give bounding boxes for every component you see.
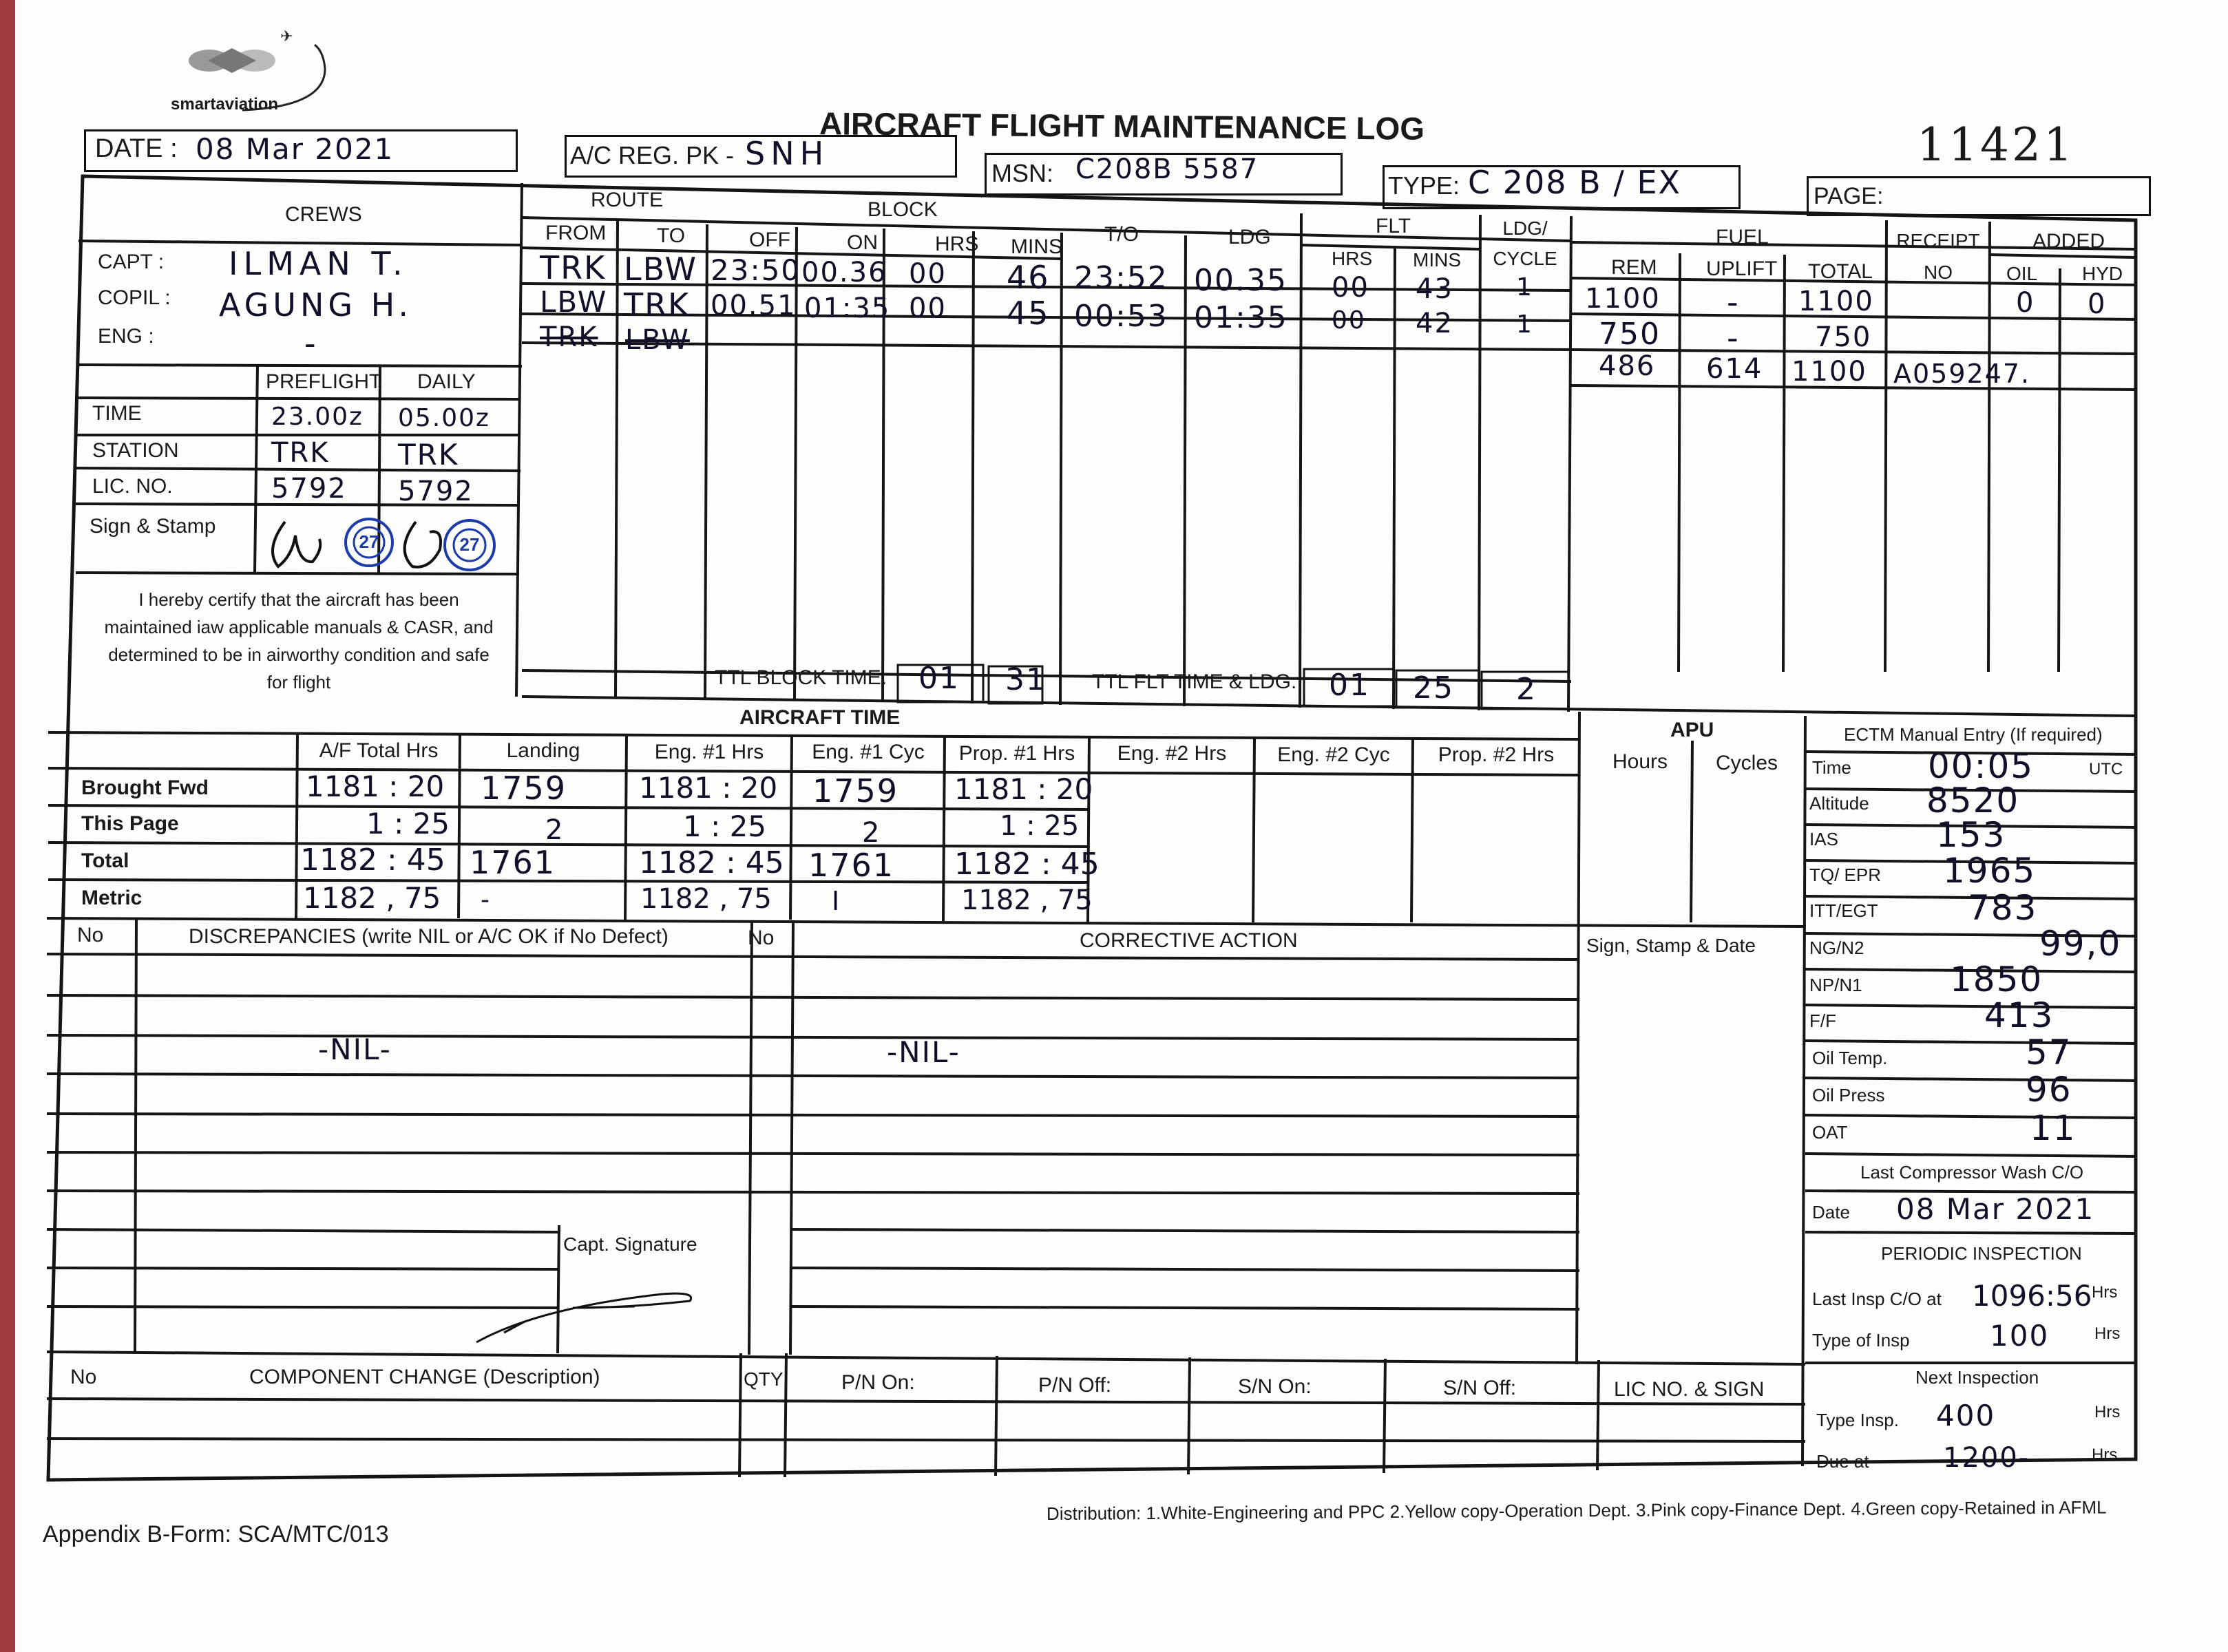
fuel-total-header: TOTAL (1808, 260, 1873, 283)
copil-value: AGUNG H. (219, 286, 413, 324)
next-type-label: Type Insp. (1816, 1410, 1899, 1430)
sn-on-header: S/N On: (1238, 1375, 1312, 1398)
copil-label: COPIL : (98, 286, 171, 309)
ac-time-col: A/F Total Hrs (319, 739, 439, 762)
af-total-hrs: 1182 : 45 (300, 843, 445, 878)
af-total-hrs: 1 : 25 (366, 807, 450, 840)
ldg-cycle-header: CYCLE (1493, 248, 1557, 269)
ac-row-label: Metric (81, 887, 143, 909)
form-title: AIRCRAFT FLIGHT MAINTENANCE LOG (819, 105, 1425, 147)
flight-from: LBW (540, 285, 608, 319)
reg-label: A/C REG. PK - (570, 141, 735, 169)
ectm-itt-value: 783 (1968, 888, 2038, 928)
flight-off: 23:50 (711, 253, 801, 287)
landing: 1761 (470, 844, 556, 881)
eng1-cyc: I (832, 886, 841, 916)
flight-on: 01:35 (804, 293, 891, 324)
lic-daily: 5792 (398, 476, 474, 507)
eng-label: ENG : (98, 325, 154, 348)
added-header: ADDED (2032, 230, 2105, 253)
ttl-flt-label: TTL FLT TIME & LDG: (1092, 670, 1297, 693)
fuel-total: 1100 (1798, 286, 1874, 317)
off-header: OFF (749, 229, 790, 251)
af-total-hrs: 1182 , 75 (303, 881, 441, 915)
flight-flt-mins: 42 (1416, 308, 1453, 339)
flight-flt-mins: 43 (1416, 273, 1453, 305)
oil-added: 0 (2016, 287, 2035, 319)
ectm-oilpress-label: Oil Press (1812, 1085, 1885, 1105)
comp-title: COMPONENT CHANGE (Description) (249, 1366, 600, 1388)
comp-no-header: No (70, 1366, 97, 1388)
ac-row-label: Total (81, 849, 129, 872)
ectm-oiltemp-label: Oil Temp. (1812, 1048, 1888, 1068)
disc-no-header: No (77, 924, 104, 946)
flight-from: TRK (540, 321, 598, 353)
eng1-cyc: 1759 (812, 772, 899, 809)
time-daily: 05.00z (398, 404, 490, 432)
ac-time-col: Prop. #1 Hrs (958, 742, 1075, 765)
flight-to: LBW (625, 324, 690, 356)
station-preflight: TRK (271, 437, 330, 469)
ttl-flt-mins: 25 (1413, 670, 1454, 706)
date-value: 08 Mar 2021 (196, 132, 395, 166)
flight-flt-hrs: 00 (1332, 306, 1366, 335)
hrs-unit: Hrs (2092, 1283, 2118, 1302)
hrs-unit: Hrs (2092, 1446, 2118, 1464)
msn-value: C208B 5587 (1075, 153, 1259, 185)
flt-header: FLT (1376, 215, 1411, 237)
ectm-time-label: Time (1812, 757, 1851, 778)
hrs-header: HRS (935, 233, 979, 255)
landing: - (481, 886, 491, 914)
flight-mins: 45 (1007, 295, 1050, 332)
flight-takeoff: 00:53 (1074, 299, 1168, 334)
to-time-header: T/O (1104, 223, 1139, 246)
capt-sig-label: Capt. Signature (563, 1233, 697, 1255)
ectm-np-label: NP/N1 (1809, 975, 1862, 995)
flight-cycle: 1 (1516, 273, 1533, 301)
flight-on: 00.36 (801, 257, 887, 288)
corr-value: -NIL- (887, 1035, 960, 1069)
ectm-altitude-label: Altitude (1809, 793, 1869, 814)
last-insp-label: Last Insp C/O at (1812, 1289, 1942, 1309)
apu-hours: Hours (1612, 750, 1668, 773)
flight-landing: 00.35 (1194, 263, 1288, 298)
last-insp-value: 1096:56 (1972, 1279, 2092, 1313)
station-daily: TRK (398, 438, 459, 472)
distribution-note: Distribution: 1.White-Engineering and PPC 2.Yellow copy-Operation Dept. 3.Pink copy-Finance Dept. 4.Green copy-Retained in AFML (1046, 1496, 2107, 1524)
compressor-date: 08 Mar 2021 (1896, 1192, 2095, 1226)
oil-header: OIL (2006, 263, 2038, 284)
ectm-time-unit: UTC (2089, 760, 2123, 779)
ldg-header: LDG (1228, 226, 1271, 248)
due-label: Due at (1816, 1451, 1869, 1472)
flight-from: TRK (540, 249, 607, 286)
fuel-total: 750 (1815, 321, 1872, 353)
type-value: C 208 B / EX (1468, 164, 1682, 201)
compressor-title: Last Compressor Wash C/O (1860, 1162, 2084, 1183)
ectm-oat-label: OAT (1812, 1122, 1848, 1143)
flight-cycle: 1 (1516, 310, 1533, 339)
capt-label: CAPT : (98, 251, 165, 273)
certify-line: determined to be in airworthy condition and safe (108, 644, 490, 665)
lic-sign-header: LIC NO. & SIGN (1614, 1378, 1765, 1401)
due-value: 1200- (1943, 1442, 2030, 1474)
flight-takeoff: 23:52 (1074, 260, 1168, 295)
certify-line: maintained iaw applicable manuals & CASR, and (104, 617, 494, 637)
daily-label: DAILY (417, 370, 476, 393)
ac-row-label: Brought Fwd (81, 776, 209, 799)
next-insp-title: Next Inspection (1915, 1367, 2039, 1388)
fuel-rem-header: REM (1611, 256, 1657, 279)
eng1-hrs: 1182 : 45 (639, 845, 784, 880)
flight-landing: 01:35 (1194, 300, 1288, 335)
crews-title: CREWS (285, 203, 362, 226)
station-label: STATION (92, 439, 179, 462)
time-preflight: 23.00z (271, 403, 364, 431)
ac-time-col: Eng. #2 Hrs (1117, 742, 1227, 765)
preflight-label: PREFLIGHT (266, 370, 382, 393)
capt-value: ILMAN T. (229, 245, 408, 282)
time-label: TIME (92, 402, 142, 425)
block-header: BLOCK (868, 198, 938, 221)
maintenance-log-form (15, 0, 2228, 1652)
fuel-receipt: A059247. (1893, 359, 2031, 389)
insp-type-label: Type of Insp (1812, 1330, 1910, 1351)
sign-stamp-date-header: Sign, Stamp & Date (1586, 935, 1756, 956)
flt-hrs-header: HRS (1332, 248, 1373, 269)
ectm-ias-value: 153 (1936, 815, 2006, 855)
landing: 2 (545, 814, 565, 846)
ttl-block-label: TTL BLOCK TIME: (715, 666, 887, 689)
ectm-oilpress-value: 96 (2026, 1070, 2072, 1110)
msn-label: MSN: (991, 159, 1053, 187)
mins-header: MINS (1011, 235, 1062, 258)
handwritten-signature-icon (456, 1267, 745, 1349)
flt-mins-header: MINS (1413, 249, 1461, 271)
ac-time-col: Eng. #1 Hrs (654, 741, 764, 763)
hrs-unit: Hrs (2094, 1324, 2121, 1343)
fuel-rem: 750 (1599, 317, 1661, 352)
type-label: TYPE: (1388, 171, 1460, 200)
flight-flt-hrs: 00 (1332, 272, 1369, 304)
fuel-uplift: - (1727, 284, 1740, 321)
fuel-uplift-header: UPLIFT (1706, 257, 1778, 280)
flight-off: 00.51 (711, 290, 797, 321)
to-header: TO (657, 224, 686, 247)
reg-value: SNH (745, 135, 830, 172)
prop1-hrs: 1 : 25 (1000, 810, 1080, 842)
lic-label: LIC. NO. (92, 475, 173, 498)
stamp-number: 27 (359, 531, 379, 552)
svg-text:✈: ✈ (280, 28, 293, 45)
eng1-hrs: 1 : 25 (683, 809, 767, 843)
insp-type-value: 100 (1990, 1319, 2050, 1353)
flight-hrs: 00 (909, 258, 947, 290)
disc-title: DISCREPANCIES (write NIL or A/C OK if No Defect) (189, 925, 669, 948)
flight-mins: 46 (1007, 259, 1050, 296)
lic-preflight: 5792 (271, 473, 347, 505)
ac-time-col: Landing (506, 739, 580, 762)
date-label: DATE : (95, 134, 178, 163)
from-header: FROM (545, 222, 607, 244)
ac-time-col: Eng. #2 Cyc (1277, 743, 1390, 766)
af-total-hrs: 1181 : 20 (306, 770, 445, 803)
ectm-ias-label: IAS (1809, 829, 1838, 849)
receipt-header: RECEIPT (1896, 230, 1980, 251)
next-type-value: 400 (1936, 1399, 1996, 1432)
receipt-header: NO (1924, 262, 1953, 283)
flight-to: TRK (624, 286, 691, 324)
ectm-oat-value: 11 (2030, 1108, 2077, 1148)
pn-off-header: P/N Off: (1038, 1374, 1112, 1397)
certify-line: I hereby certify that the aircraft has been (138, 589, 459, 610)
ttl-flt-hrs: 01 (1329, 668, 1370, 703)
corr-title: CORRECTIVE ACTION (1080, 929, 1298, 952)
qty-header: QTY (744, 1368, 784, 1390)
sign-stamp-label: Sign & Stamp (90, 515, 216, 538)
ectm-tq-label: TQ/ EPR (1809, 865, 1882, 885)
corr-no-header: No (748, 926, 775, 949)
ac-row-label: This Page (81, 812, 179, 835)
flight-hrs: 00 (909, 293, 947, 324)
eng1-cyc: 2 (862, 817, 881, 849)
ectm-ng-value: 99,0 (2039, 924, 2122, 964)
apu-title: APU (1670, 719, 1714, 741)
ldg-cycle-header: LDG/ (1502, 218, 1548, 239)
hrs-unit: Hrs (2094, 1403, 2121, 1421)
fuel-total: 1100 (1791, 356, 1867, 388)
ectm-oiltemp-value: 57 (2026, 1032, 2072, 1072)
on-header: ON (847, 231, 878, 254)
eng1-hrs: 1182 , 75 (640, 883, 772, 915)
periodic-title: PERIODIC INSPECTION (1881, 1243, 2082, 1264)
ac-time-col: Eng. #1 Cyc (812, 741, 925, 763)
form-number: Appendix B-Form: SCA/MTC/013 (43, 1521, 389, 1547)
ectm-altitude-value: 8520 (1926, 781, 2020, 820)
landing: 1759 (481, 770, 567, 807)
page-label: PAGE: (1814, 183, 1884, 209)
apu-cycles: Cycles (1716, 752, 1778, 774)
ac-time-col: Prop. #2 Hrs (1438, 743, 1555, 766)
prop1-hrs: 1182 , 75 (961, 885, 1093, 916)
ttl-block-hrs: 01 (918, 661, 960, 696)
fuel-uplift: 614 (1706, 353, 1763, 385)
eng1-hrs: 1181 : 20 (639, 771, 778, 805)
disc-value: -NIL- (318, 1032, 392, 1066)
flight-to: LBW (624, 251, 698, 288)
ttl-block-mins: 31 (1005, 662, 1047, 697)
route-header: ROUTE (591, 189, 663, 211)
crew-signatures (258, 501, 519, 577)
aircraft-time-title: AIRCRAFT TIME (739, 706, 901, 729)
ectm-itt-label: ITT/EGT (1809, 900, 1878, 921)
ectm-tq-value: 1965 (1943, 851, 2037, 891)
fuel-uplift: - (1727, 319, 1740, 357)
stamp-number: 27 (459, 534, 480, 555)
hyd-header: HYD (2082, 263, 2123, 284)
ectm-ng-label: NG/N2 (1809, 938, 1864, 958)
ectm-ff-label: F/F (1809, 1010, 1836, 1031)
eng-value: - (304, 325, 317, 362)
prop1-hrs: 1181 : 20 (954, 772, 1093, 806)
hyd-added: 0 (2088, 288, 2107, 320)
prop1-hrs: 1182 : 45 (954, 847, 1100, 882)
logo-text: smartaviation (171, 95, 279, 114)
pn-on-header: P/N On: (841, 1371, 915, 1394)
certify-line: for flight (266, 672, 331, 692)
eng1-cyc: 1761 (808, 847, 895, 884)
ectm-title: ECTM Manual Entry (If required) (1844, 724, 2103, 745)
fuel-rem: 1100 (1585, 283, 1661, 315)
ectm-time-value: 00:05 (1928, 746, 2035, 786)
ectm-ff-value: 413 (1984, 995, 2054, 1035)
ectm-np-value: 1850 (1950, 960, 2043, 999)
compressor-date-label: Date (1812, 1202, 1850, 1222)
fuel-title: FUEL (1716, 226, 1769, 248)
ttl-ldg: 2 (1516, 672, 1537, 707)
serial-number: 11421 (1917, 118, 2075, 171)
fuel-rem: 486 (1599, 350, 1656, 382)
captain-signature (456, 1267, 745, 1349)
sn-off-header: S/N Off: (1443, 1377, 1517, 1399)
